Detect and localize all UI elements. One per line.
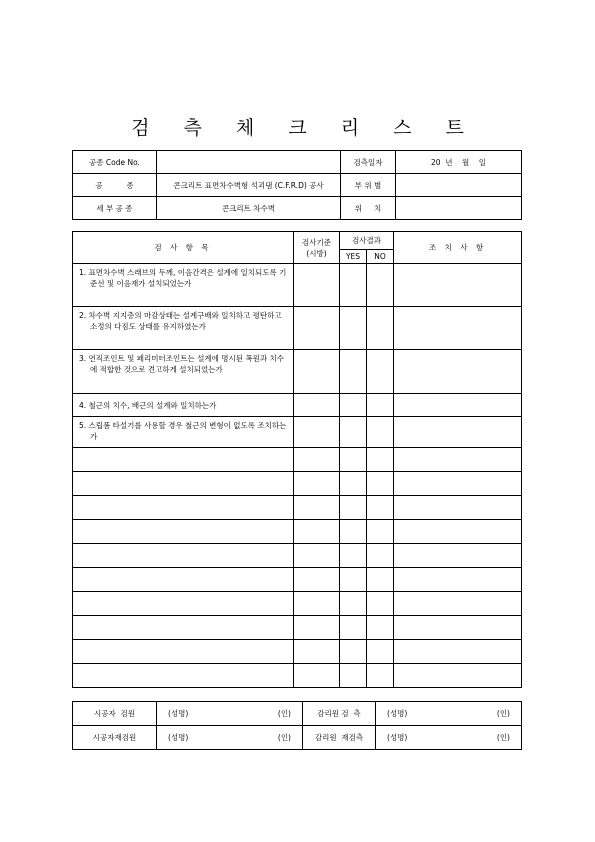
no-cell[interactable] xyxy=(367,350,394,394)
supervisor-inspection-label: 감리원 검 측 xyxy=(303,702,376,726)
no-cell[interactable] xyxy=(367,592,394,616)
standard-cell[interactable] xyxy=(294,472,340,496)
standard-cell[interactable] xyxy=(294,664,340,688)
table-row xyxy=(73,350,522,394)
empty-item-cell[interactable] xyxy=(73,640,294,664)
standard-cell[interactable] xyxy=(294,264,340,307)
yes-cell[interactable] xyxy=(340,307,367,350)
supervisor-inspection-sign[interactable]: (성명) (인) xyxy=(376,702,522,726)
table-row xyxy=(73,496,522,520)
empty-item-cell[interactable] xyxy=(73,544,294,568)
detail-value[interactable]: 콘크리트 차수벽 xyxy=(157,197,341,220)
empty-item-cell[interactable] xyxy=(73,664,294,688)
action-cell[interactable] xyxy=(394,640,522,664)
action-cell[interactable] xyxy=(394,394,522,417)
no-cell[interactable] xyxy=(367,417,394,448)
signature-table xyxy=(72,701,522,750)
table-row xyxy=(73,568,522,592)
check-item: 3. 연직조인트 및 페리미터조인트는 설계에 명시된 폭원과 치수에 적합한 것으로 견고하게 설치되었는가 xyxy=(73,350,294,394)
empty-item-cell[interactable] xyxy=(73,616,294,640)
empty-item-cell[interactable] xyxy=(73,448,294,472)
no-cell[interactable] xyxy=(367,568,394,592)
standard-cell[interactable] xyxy=(294,350,340,394)
check-item: 1. 표면차수벽 스래브의 두께, 이음간격은 설계에 일치되도록 기준선 및 이음재가 설치되었는가 xyxy=(73,264,294,307)
empty-item-cell[interactable] xyxy=(73,472,294,496)
no-cell[interactable] xyxy=(367,307,394,350)
code-label: 공종 Code No. xyxy=(73,151,157,174)
empty-item-cell[interactable] xyxy=(73,496,294,520)
action-cell[interactable] xyxy=(394,592,522,616)
contractor-inspector-sign[interactable]: (성명) (인) xyxy=(157,702,303,726)
work-label: 공 종 xyxy=(73,174,157,197)
no-cell[interactable] xyxy=(367,664,394,688)
table-row xyxy=(73,640,522,664)
table-row xyxy=(73,307,522,350)
standard-cell[interactable] xyxy=(294,520,340,544)
yes-cell[interactable] xyxy=(340,592,367,616)
col-no-header: NO xyxy=(367,250,394,264)
action-cell[interactable] xyxy=(394,616,522,640)
action-cell[interactable] xyxy=(394,664,522,688)
detail-label: 세 부 공 종 xyxy=(73,197,157,220)
no-cell[interactable] xyxy=(367,472,394,496)
col-standard-header: 검사기준 (시방) xyxy=(294,232,340,264)
no-cell[interactable] xyxy=(367,496,394,520)
col-action-header: 조 치 사 항 xyxy=(394,232,522,264)
col-yes-header: YES xyxy=(340,250,367,264)
action-cell[interactable] xyxy=(394,417,522,448)
yes-cell[interactable] xyxy=(340,448,367,472)
no-cell[interactable] xyxy=(367,640,394,664)
yes-cell[interactable] xyxy=(340,568,367,592)
table-row xyxy=(73,592,522,616)
table-row xyxy=(73,544,522,568)
yes-cell[interactable] xyxy=(340,472,367,496)
action-cell[interactable] xyxy=(394,472,522,496)
action-cell[interactable] xyxy=(394,496,522,520)
table-row xyxy=(73,394,522,417)
date-label: 검측일자 xyxy=(341,151,396,174)
table-row xyxy=(73,616,522,640)
action-cell[interactable] xyxy=(394,544,522,568)
date-value[interactable]: 20 년 월 일 xyxy=(396,151,522,174)
table-row xyxy=(73,448,522,472)
yes-cell[interactable] xyxy=(340,496,367,520)
location-label: 위 치 xyxy=(341,197,396,220)
contractor-inspector-label: 시공자 검원 xyxy=(73,702,157,726)
col-result-header: 검사결과 xyxy=(340,232,394,250)
standard-cell[interactable] xyxy=(294,417,340,448)
contractor-reinspector-sign[interactable]: (성명) (인) xyxy=(157,726,303,750)
no-cell[interactable] xyxy=(367,544,394,568)
table-row xyxy=(73,664,522,688)
action-cell[interactable] xyxy=(394,307,522,350)
yes-cell[interactable] xyxy=(340,664,367,688)
no-cell[interactable] xyxy=(367,616,394,640)
contractor-reinspector-label: 시공자재검원 xyxy=(73,726,157,750)
yes-cell[interactable] xyxy=(340,417,367,448)
check-item: 4. 철근의 치수, 배근의 설계와 일치하는가 xyxy=(73,394,294,417)
no-cell[interactable] xyxy=(367,394,394,417)
page-title: 검 측 체 크 리 스 트 xyxy=(131,117,478,139)
part-value[interactable] xyxy=(396,174,522,197)
header-row-work xyxy=(73,174,522,197)
action-cell[interactable] xyxy=(394,520,522,544)
code-value[interactable] xyxy=(157,151,341,174)
supervisor-reinspection-label: 감리원 재검측 xyxy=(303,726,376,750)
work-value[interactable]: 콘크리트 표면차수벽형 석괴댐 (C.F.R.D) 공사 xyxy=(157,174,341,197)
action-cell[interactable] xyxy=(394,264,522,307)
supervisor-reinspection-sign[interactable]: (성명) (인) xyxy=(376,726,522,750)
no-cell[interactable] xyxy=(367,264,394,307)
signature-row-2 xyxy=(73,726,522,750)
checklist-table xyxy=(72,231,522,688)
check-item: 2. 차수벽 지지층의 마감상태는 설계구배와 일치하고 평탄하고 소정의 다짐도 상태를 유지하였는가 xyxy=(73,307,294,350)
signature-row-1 xyxy=(73,702,522,726)
standard-cell[interactable] xyxy=(294,616,340,640)
empty-item-cell[interactable] xyxy=(73,592,294,616)
table-row xyxy=(73,264,522,307)
standard-cell[interactable] xyxy=(294,307,340,350)
location-value[interactable] xyxy=(396,197,522,220)
action-cell[interactable] xyxy=(394,448,522,472)
yes-cell[interactable] xyxy=(340,520,367,544)
standard-cell[interactable] xyxy=(294,568,340,592)
header-row-detail xyxy=(73,197,522,220)
standard-cell[interactable] xyxy=(294,592,340,616)
header-table xyxy=(72,150,522,220)
check-item: 5. 스립폼 타설기를 사용할 경우 철근의 변형이 없도록 조치하는가 xyxy=(73,417,294,448)
action-cell[interactable] xyxy=(394,568,522,592)
table-row xyxy=(73,472,522,496)
standard-cell[interactable] xyxy=(294,394,340,417)
standard-cell[interactable] xyxy=(294,544,340,568)
table-row xyxy=(73,417,522,448)
no-cell[interactable] xyxy=(367,520,394,544)
standard-cell[interactable] xyxy=(294,496,340,520)
col-items-header: 검 사 항 목 xyxy=(73,232,294,264)
action-cell[interactable] xyxy=(394,350,522,394)
yes-cell[interactable] xyxy=(340,640,367,664)
empty-item-cell[interactable] xyxy=(73,520,294,544)
no-cell[interactable] xyxy=(367,448,394,472)
standard-cell[interactable] xyxy=(294,640,340,664)
header-row-code xyxy=(73,151,522,174)
yes-cell[interactable] xyxy=(340,350,367,394)
standard-cell[interactable] xyxy=(294,448,340,472)
yes-cell[interactable] xyxy=(340,264,367,307)
part-label: 부 위 별 xyxy=(341,174,396,197)
checklist-header-row xyxy=(73,232,522,250)
table-row xyxy=(73,520,522,544)
empty-item-cell[interactable] xyxy=(73,568,294,592)
yes-cell[interactable] xyxy=(340,544,367,568)
yes-cell[interactable] xyxy=(340,616,367,640)
yes-cell[interactable] xyxy=(340,394,367,417)
